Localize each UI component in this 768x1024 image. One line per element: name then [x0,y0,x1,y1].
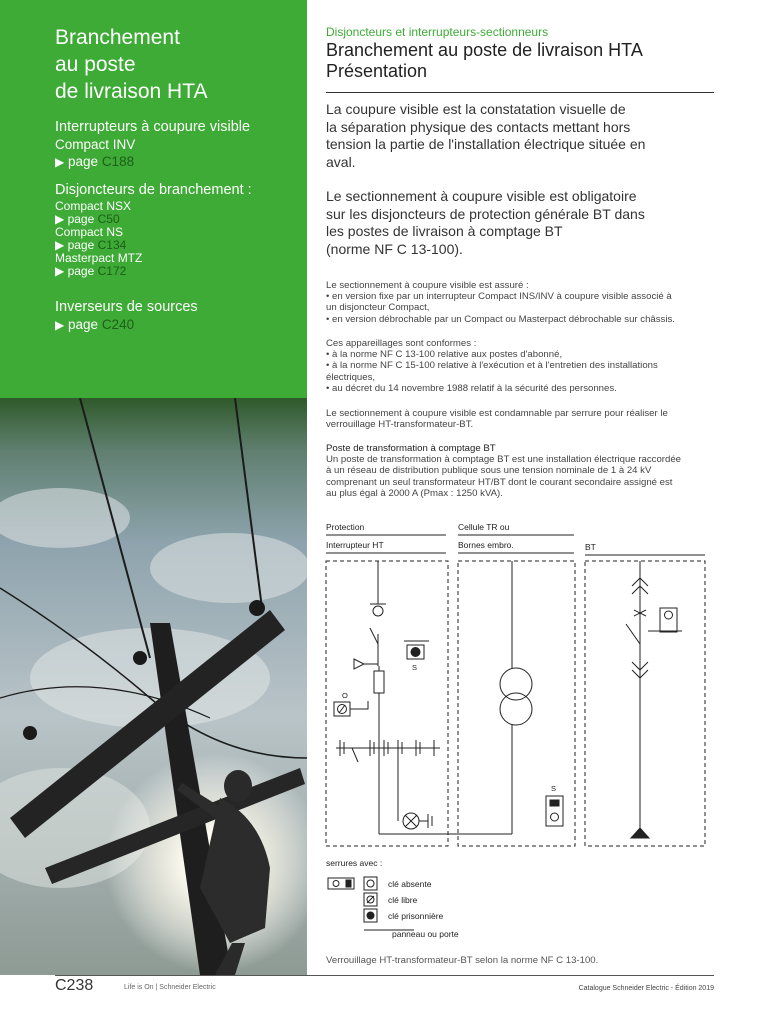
enclosure-ht [326,561,448,846]
legend-key-captive: clé prisonnière [388,911,444,921]
body-block-1: Le sectionnement à coupure visible est assuré : • en version fixe par un interrupteur Compact INS/INV à coupure visible associé à un disjoncteur Compact, • en version débrochable par un Compact ou Masterpact débrochable sur châssis. [326,280,675,325]
enclosure-bt [585,561,705,846]
legend-key-absent-box [364,877,377,890]
body-block-4: Poste de transformation à comptage BT Un poste de transformation à comptage BT est une installation électrique raccordée à un réseau de distribution publique sous une tension nominale de 1 à 24 kV comprenant un seul transformateur HT/BT dont le courant secondaire assigné est au plus égal à 2000 A (Pmax : 1250 kVA). [326,443,721,499]
lineman-photo-image [0,398,307,975]
bt-load-terminal [631,828,649,838]
subsection-heading: Poste de transformation à comptage BT [326,443,496,454]
lock-o-label: O [342,691,348,700]
col2-label-1: Cellule TR ou [458,522,510,532]
transformer-coil-2 [500,693,532,725]
arrow-right-icon: ▶ [55,212,65,226]
title-divider [326,92,714,93]
page-link-c172[interactable]: ▶ page C172 [55,264,127,278]
col1-label-2: Interrupteur HT [326,540,384,550]
lead-paragraph-2: Le sectionnement à coupure visible est obligatoire sur les disjoncteurs de protection générale BT dans les postes de livraison à comptage BT (norme NF C 13-100). [326,188,645,257]
section-eyebrow: Disjoncteurs et interrupteurs-sectionneurs [326,25,549,39]
page-link-c188[interactable]: ▶ page C188 [55,154,135,169]
lock-s-label-bottom: S [551,784,557,793]
arrow-right-icon: ▶ [55,238,65,252]
arrow-right-icon: ▶ [55,318,65,332]
footer-catalogue: Catalogue Schneider Electric - Édition 2019 [578,985,714,992]
page-number: C238 [55,977,94,994]
key-absent-icon [551,813,559,821]
lineman-photo [0,398,307,975]
body-block-2: Ces appareillages sont conformes : • à la norme NF C 13-100 relative aux postes d'abonné, • à la norme NF C 15-100 relative à l'exécution et à l'entretien des installations électriques, • au décret du 14 novembre 1988 relatif à la sécurité des personnes. [326,338,658,394]
legend-key-captive-icon [367,912,374,919]
sidebar-section-interrupteurs: Interrupteurs à coupure visible Compact INV ▶ page C188 [55,119,251,169]
arrow-right-icon: ▶ [55,264,65,278]
lock-o-bt-box [660,608,677,632]
arrow-right-icon: ▶ [55,155,65,169]
lead-paragraph-1: La coupure visible est la constatation visuelle de la séparation physique des contacts mettant hors tension la partie de l'installation électrique située en aval. [326,101,646,170]
transformer-coil-1 [500,668,532,700]
sidebar [0,0,307,398]
col1-label-1: Protection [326,522,365,532]
interlock-schematic [322,516,718,956]
col2-label-2: Bornes embro. [458,540,514,550]
key-captive-icon [411,648,420,657]
page-link-c134[interactable]: ▶ page C134 [55,238,127,252]
page-link-c240[interactable]: ▶ page C240 [55,317,135,332]
sidebar-section-disjoncteurs: Disjoncteurs de branchement : Compact NSX ▶ page C50 Compact NS ▶ page C134 Masterpact MTZ ▶ page C172 [55,182,252,278]
legend-key-absent-icon [367,880,374,887]
page-subtitle: Présentation [326,61,428,81]
page-link-c50[interactable]: ▶ page C50 [55,212,120,226]
earth-symbol [373,606,383,616]
sidebar-title: Branchement au poste de livraison HTA [55,26,208,103]
bt-breaker-blade [626,624,640,644]
legend-title: serrures avec : [326,858,383,868]
footer-divider [55,975,714,976]
legend-key-absent: clé absente [388,879,432,889]
legend-panel: panneau ou porte [392,929,459,939]
body-block-3: Le sectionnement à coupure visible est condamnable par serrure pour réaliser le verrouillage HT-transformateur-BT. [326,408,668,431]
lock-s-label-top: S [412,663,418,672]
switch-blade [370,628,378,644]
sidebar-section-inverseurs: Inverseurs de sources ▶ page C240 [55,299,198,332]
footer-brand: Life is On | Schneider Electric [124,984,216,991]
fuse-body [374,671,384,693]
figure-caption: Verrouillage HT-transformateur-BT selon la norme NF C 13-100. [326,955,599,966]
col3-label: BT [585,542,596,552]
key-absent-bt-icon [665,611,673,619]
legend-key-free: clé libre [388,895,418,905]
page-title: Branchement au poste de livraison HTA Présentation [326,40,643,81]
fuse-arrow [354,659,364,669]
